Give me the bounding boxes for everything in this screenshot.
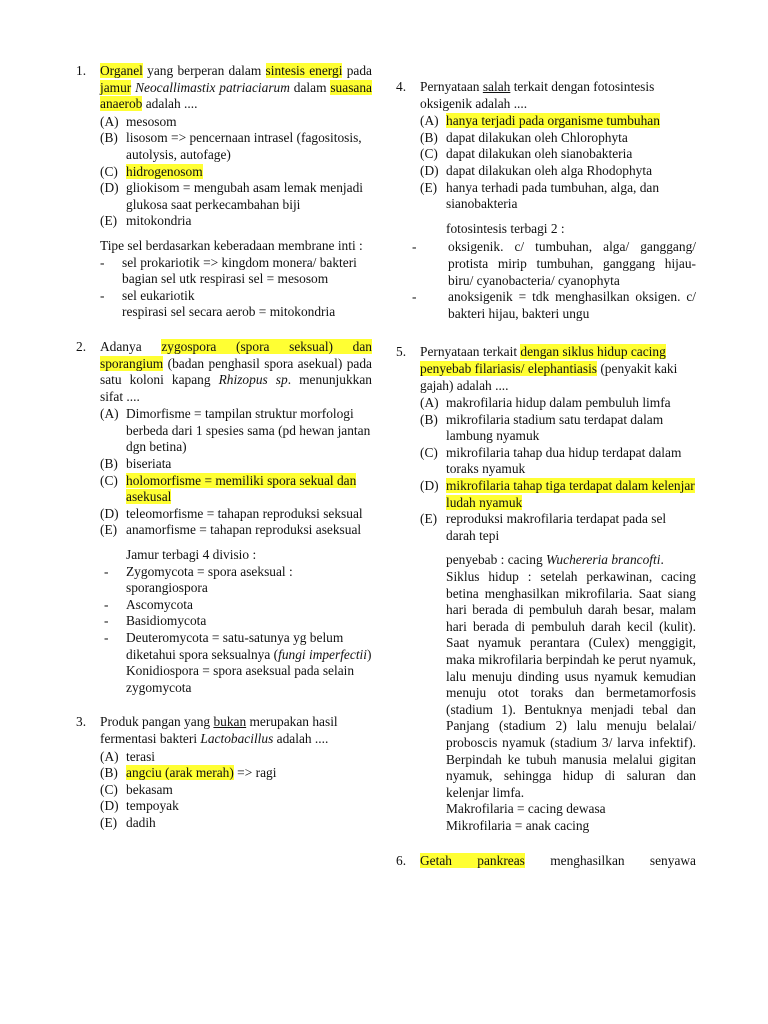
option-d: (D) tempoyak [100, 798, 179, 814]
note-item: - anoksigenik = tdk menghasilkan oksigen. c/ bakteri hijau, bakteri ungu [412, 289, 696, 321]
question-4 [396, 79, 696, 322]
option-b: (B) lisosom => pencernaan intrasel (fagositosis, autolysis, autofage) [100, 130, 362, 162]
note-title: fotosintesis terbagi 2 : [446, 220, 565, 236]
note-item: - Zygomycota = spora aseksual : sporangiospora [104, 563, 293, 596]
question-stem: Adanya zygospora (spora seksual) dan sporangium (badan penghasil spora asekual) pada satu koloni kapang Rhizopus sp. menunjukkan sifat .... [100, 338, 372, 404]
note-cause: penyebab : cacing Wuchereria brancofti. [446, 552, 664, 568]
option-d: (D) teleomorfisme = tahapan reproduksi seksual [100, 505, 363, 521]
question-number: 4. [396, 79, 407, 94]
question-stem: Pernyataan terkait dengan siklus hidup cacing penyebab filariasis/ elephantiasis (penyakit kaki gajah) adalah .... [420, 344, 678, 393]
note-item: - sel prokariotik => kingdom monera/ bakteri bagian sel utk respirasi sel = mesosom [100, 254, 357, 287]
note-line: Mikrofilaria = anak cacing [446, 817, 590, 833]
answer-note [100, 238, 372, 321]
left-column [76, 63, 372, 832]
options [100, 114, 372, 230]
note-item: - oksigenik. c/ tumbuhan, alga/ ganggang/ protista mirip tumbuhan, ganggang hijau-biru/ cyanobacteria/ cyanophyta [412, 239, 696, 288]
option-d: (D) gliokisom = mengubah asam lemak menjadi glukosa saat perkecambahan biji [100, 180, 364, 212]
question-2 [76, 339, 372, 696]
option-e: (E) anamorfisme = tahapan reproduksi aseksual [100, 522, 362, 538]
question-stem: Getah pankreas menghasilkan senyawa [420, 852, 696, 868]
question-number: 5. [396, 344, 407, 360]
question-number: 2. [76, 338, 87, 354]
option-c: (C) mikrofilaria tahap dua hidup terdapat dalam toraks nyamuk [420, 444, 682, 477]
option-e: (E) hanya terhadi pada tumbuhan, alga, dan sianobakteria [420, 179, 660, 212]
note-line: Makrofilaria = cacing dewasa [446, 801, 606, 817]
note-item: - sel eukariotik respirasi sel secara aerob = mitokondria [100, 287, 336, 320]
note-title: Tipe sel berdasarkan keberadaan membrane inti : [100, 237, 363, 253]
options [100, 406, 372, 539]
question-stem: Produk pangan yang bukan merupakan hasil fermentasi bakteri Lactobacillus adalah .... [100, 714, 338, 746]
question-3 [76, 714, 372, 831]
option-b: (B) angciu (arak merah) => ragi [100, 765, 277, 781]
note-body: Siklus hidup : setelah perkawinan, cacing betina menghasilkan mikrofilaria. Saat siang hari berada di pembuluh darah besar, malam hari berada di pembuluh darah kecil (kulit). Saat nyamuk perantara (Culex) menggigit, maka mikrofilaria berpindah ke perut nyamuk, lalu menuju dinding usus nyamuk kemudian menuju otot toraks dan bermetamorfosis (stadium 1). Bentuknya menjadi tebal dan Panjang (stadium 2) lalu menuju belalai/ proboscis nyamuk (stadium 3/ larva infektif). Berpindah ke tubuh manusia melalui gigitan nyamuk, sehingga hidup di saluran dan kelenjar limfa. [446, 569, 696, 800]
option-d: (D) dapat dilakukan oleh alga Rhodophyta [420, 162, 653, 178]
option-b: (B) biseriata [100, 456, 172, 472]
option-e: (E) reproduksi makrofilaria terdapat pada sel darah tepi [420, 511, 667, 543]
option-e: (E) mitokondria [100, 213, 192, 229]
question-number: 3. [76, 714, 87, 730]
question-stem: Organel yang berperan dalam sintesis energi pada jamur Neocallimastix patriaciarum dalam suasana anaerob adalah .... [100, 63, 372, 112]
option-d: (D) mikrofilaria tahap tiga terdapat dalam kelenjar ludah nyamuk [420, 478, 695, 510]
note-item: - Basidiomycota [104, 613, 207, 629]
question-number: 1. [76, 63, 87, 78]
option-a: (A) hanya terjadi pada organisme tumbuhan [420, 113, 660, 129]
note-item: - Ascomycota [104, 596, 193, 612]
option-a: (A) terasi [100, 748, 155, 764]
options [420, 395, 696, 544]
options [420, 113, 696, 213]
option-b: (B) dapat dilakukan oleh Chlorophyta [420, 129, 628, 145]
option-c: (C) hidrogenosom [100, 163, 203, 179]
question-5 [396, 344, 696, 834]
note-title: Jamur terbagi 4 divisio : [126, 547, 257, 563]
note-item: - Deuteromycota = satu-satunya yg belum diketahui spora seksualnya (fungi imperfectii) Konidiospora = spora aseksual pada selain zygomycota [104, 630, 372, 695]
question-stem: Pernyataan salah terkait dengan fotosintesis oksigenik adalah .... [420, 79, 655, 111]
option-c: (C) dapat dilakukan oleh sianobakteria [420, 146, 633, 162]
right-column [396, 79, 696, 869]
options [100, 749, 372, 832]
answer-note [100, 547, 372, 696]
answer-note [402, 221, 696, 323]
option-c: (C) holomorfisme = memiliki spora sekual dan asekusal [100, 472, 357, 505]
option-a: (A) mesosom [100, 113, 177, 129]
option-b: (B) mikrofilaria stadium satu terdapat dalam lambung nyamuk [420, 411, 664, 444]
option-a: (A) Dimorfisme = tampilan struktur morfologi berbeda dari 1 spesies sama (pd hewan jantan dgn betina) [100, 406, 371, 455]
answer-note [420, 552, 696, 834]
question-6 [396, 853, 696, 870]
question-number: 6. [396, 852, 407, 868]
option-e: (E) dadih [100, 814, 156, 830]
question-1 [76, 63, 372, 321]
option-c: (C) bekasam [100, 781, 173, 797]
option-a: (A) makrofilaria hidup dalam pembuluh limfa [420, 395, 671, 411]
